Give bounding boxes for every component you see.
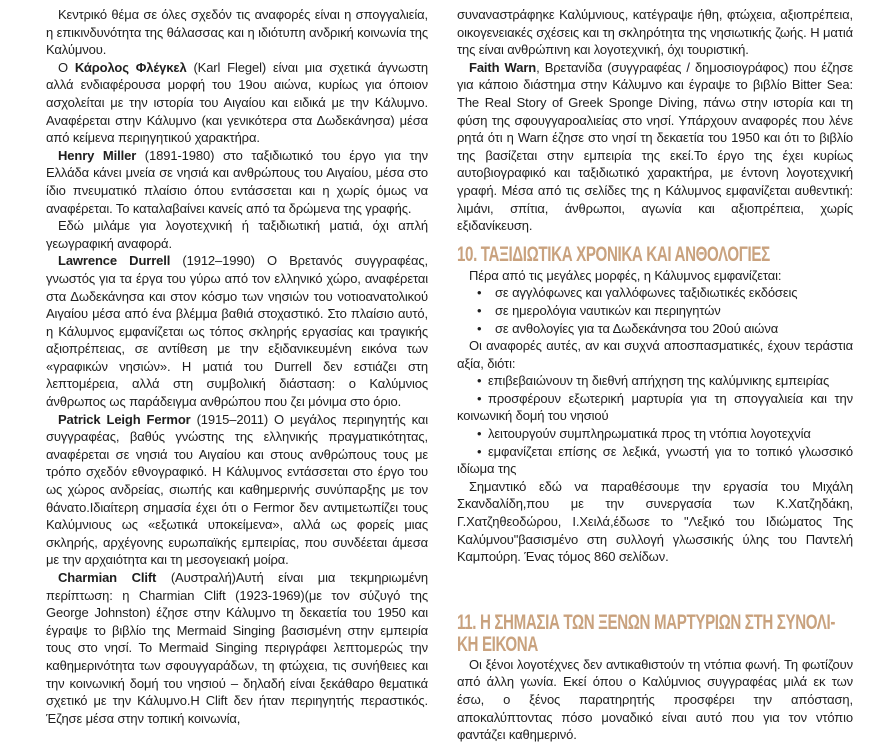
list-item: • σε αγγλόφωνες και γαλλόφωνες ταξιδιωτικές εκδόσεις: [495, 284, 853, 302]
paragraph-intro: Κεντρικό θέμα σε όλες σχεδόν τις αναφορές είναι η σπογγαλιεία, η επικινδυνότητα της θάλασσας και η ιδιότυπη ανδρική κοινωνία της Καλύμνου.: [46, 7, 428, 58]
list-item: • λειτουργούν συμπληρωματικά προς τη ντόπια λογοτεχνία: [457, 425, 853, 443]
appearance-list: [457, 284, 853, 337]
right-column: [457, 6, 853, 744]
paragraph-literary-view: Εδώ μιλάμε για λογοτεχνική ή ταξιδιωτική ματιά, όχι απλή γεωγραφική αναφορά.: [46, 218, 428, 251]
paragraph-foreign-witnesses: Οι ξένοι λογοτέχνες δεν αντικαθιστούν τη ντόπια φωνή. Τη φωτίζουν από άλλη γωνία. Εκεί όπου ο Καλύμνιος συγγραφέας μιλά εκ των έσω, ο ξένος παρατηρητής προσφέρει την απόσταση, αποκαλύπτοντας πόσο μοναδικό είναι αυτό που για τον ντόπιο φαντάζει καθημερινό.: [457, 656, 853, 743]
author-name: Κάρολος Φλέγκελ: [74, 59, 187, 75]
paragraph-clift: Charmian Clift (Αυστραλή)Αυτή είναι μια τεκμηριωμένη περίπτωση: η Charmian Clift (1923-1969)(με τον σύζυγό της George Johnston) έζησε στην Κάλυμνο τη δεκαετία του 1950 και έγραψε το βιβλίο της Mermaid Singing βασισμένη στην εμπειρία τους στο νησί. Το Mermaid Singing περιγράφει λεπτομερώς την καθημερινότητα των σφουγγαράδων, τη φτώχεια, τις συνήθειες και την κοινωνική δομή του νησιού – δηλαδή είναι ξεκάθαρο θεματικά σχετικό με την Κάλυμνο.Η Clift δεν ήταν περιηγητής περαστικός. Έζησε μέσα στην τοπική κοινωνία,: [46, 570, 428, 726]
paragraph-travel-intro: Πέρα από τις μεγάλες μορφές, η Κάλυμνος εμφανίζεται:: [469, 267, 782, 283]
section-heading-10: 10. ΤΑΞΙΔΙΩΤΙΚΑ ΧΡΟΝΙΚΑ ΚΑΙ ΑΝΘΟΛΟΓΙΕΣ: [457, 242, 770, 266]
left-column: [46, 6, 428, 727]
list-item: • επιβεβαιώνουν τη διεθνή απήχηση της καλύμνικης εμπειρίας: [457, 372, 853, 390]
author-name: Henry Miller: [58, 147, 137, 163]
list-item: • σε ημερολόγια ναυτικών και περιηγητών: [495, 302, 853, 320]
list-item: • εμφανίζεται επίσης σε λεξικά, γνωστή για το τοπικό γλωσσικό ιδίωμα της: [457, 443, 853, 478]
paragraph-durrell: Lawrence Durrell (1912–1990) Ο Βρετανός συγγραφέας, γνωστός για τα έργα του γύρω από τον ελληνικό χώρο, αναφέρεται στα Δωδεκάνησα και στον κόσμο των νησιών του νοτιοανατολικού Αιγαίου μέσα από ένα βλέμμα βαθιά στοχαστικό. Στο πλαίσιο αυτό, η Κάλυμνος εμφανίζεται ως τόπος σκληρής εργασίας και τραγικής αξιοπρέπειας, σε αντίθεση με την εξιδανικευμένη εικόνα των «γραφικών νησιών». Η ματιά του Durrell δεν εστιάζει στη λεπτομέρεια, αλλά στη συμβολική διάσταση: ο Καλύμνιος άνθρωπος ως παράδειγμα ανθρώπου που ζει μόνιμα στο όριο.: [46, 253, 428, 410]
list-item: • σε ανθολογίες για τα Δωδεκάνησα του 20ού αιώνα: [495, 320, 853, 338]
paragraph-fermor: Patrick Leigh Fermor (1915–2011) Ο μεγάλος περιηγητής και συγγραφέας, βαθύς γνώστης της ελληνικής πραγματικότητας, αναφέρεται σε νησιά του Αιγαίου και στους ανθρώπους τους με τρόπο σχεδόν εθνογραφικό. Η Κάλυμνος εντάσσεται στο έργο του ως χώρος ανδρείας, σιωπής και καθημερινής συνύπαρξης με τον θάνατο.Ιδιαίτερη σημασία έχει ότι ο Fermor δεν αντιμετωπίζει τους Καλύμνιους ως «εξωτικά υποκείμενα», αλλά ως φορείς μιας σκληρής, αρχέγονης ευρωπαϊκής εμπειρίας, που συνδέεται άμεσα με την αρχαιότητα και τη μεσογειακή μοίρα.: [46, 411, 428, 568]
paragraph-warn: Faith Warn, Βρετανίδα (συγγραφέας / δημοσιογράφος) που έζησε για κάποιο διάστημα στην Κάλυμνο και έγραψε το βιβλίο Bitter Sea: The Real Story of Greek Sponge Diving, πάνω στην ιστορία και τη φύση της σφουγγαροαλιείας στο νησί. Υπάρχουν αναφορές που λένε ρητά ότι η Warn έζησε στο νησί τη δεκαετία του 1950 και ότι το βιβλίο της βασίζεται στην εμπειρία της εκεί.Το έργο της έχει κυρίως αυτοβιογραφικό και ταξιδιωτικό χαρακτήρα, με έντονη λογοτεχνική γραφή. Μέσα από τις σελίδες της η Κάλυμνος εμφανίζεται αυθεντική: λιμάνι, σπίτια, άνθρωποι, αγωνία και αξιοπρέπεια, χωρίς εξιδανίκευση.: [457, 59, 854, 234]
list-item: • προσφέρουν εξωτερική μαρτυρία για τη σπογγαλιεία και την κοινωνική δομή του νησιού: [457, 390, 853, 425]
section-heading-11: 11. Η ΣΗΜΑΣΙΑ ΤΩΝ ΞΕΝΩΝ ΜΑΡΤΥΡΙΩΝ ΣΤΗ ΣΥΝΟΛΙ- ΚΗ ΕΙΚΟΝΑ: [457, 610, 836, 656]
paragraph-clift-continued: συναναστράφηκε Καλύμνιους, κατέγραψε ήθη, φτώχεια, αξιοπρέπεια, οικογενειακές σχέσεις και τη σκληρότητα της νησιωτικής ζωής. Η ματιά της είναι ανθρώπινη και λογοτεχνική, όχι τουριστική.: [457, 7, 853, 58]
author-name: Lawrence Durrell: [58, 253, 171, 269]
author-name: Charmian Clift: [58, 570, 157, 585]
author-name: Faith Warn: [469, 59, 537, 75]
author-name: Patrick Leigh Fermor: [58, 411, 191, 427]
paragraph-flegel: Ο Κάρολος Φλέγκελ (Karl Flegel) είναι μια σχετικά άγνωστη αλλά ενδιαφέρουσα μορφή του 19ου αιώνα, κυρίως για όποιον ασχολείται με την ιστορία του Αιγαίου και ειδικά με την Κάλυμνο. Αναφέρεται στην Κάλυμνο (και γενικότερα στα Δωδεκάνησα) μέσα από κείμενα περιηγητικού χαρακτήρα.: [46, 59, 428, 146]
paragraph-miller: Henry Miller (1891-1980) στο ταξιδιωτικό του έργο για την Ελλάδα κάνει μνεία σε νησιά και ανθρώπους του Αιγαίου, μέσα στο ίδιο πνευματικό πλαίσιο όπου εντάσσεται και η χωρίς όμως να αναφέρεται. Το καταλαβαίνει κανείς από τα δρώμενα της γραφής.: [46, 147, 428, 216]
paragraph-value: Οι αναφορές αυτές, αν και συχνά αποσπασματικές, έχουν τεράστια αξία, διότι:: [457, 338, 853, 371]
paragraph-dictionary: Σημαντικό εδώ να παραθέσουμε την εργασία του Μιχάλη Σκανδαλίδη,που με την συνεργασία των Κ.Χατζηδάκη, Γ.Χατζηθεοδώρου, Ι.Χειλά,έδωσε το "Λεξικό του Ιδιώματος Της Καλύμνου"βασισμένο στη συλλογή γλωσσικής ύλης του Παντελή Καμπούρη. Ένας τόμος 860 σελίδων.: [457, 478, 853, 565]
